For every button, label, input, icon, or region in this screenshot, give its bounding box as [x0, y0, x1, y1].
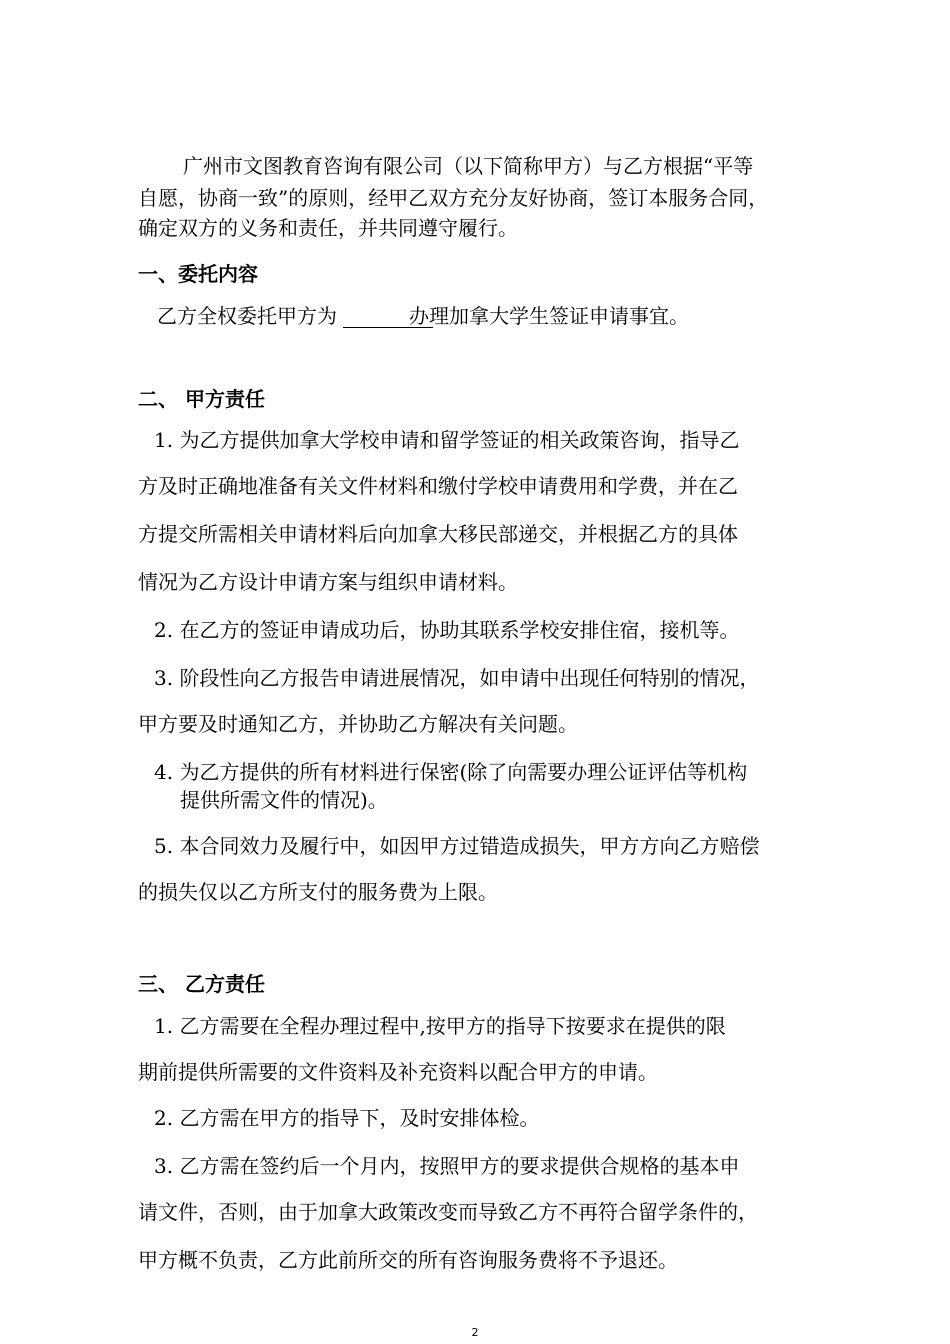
s3-item-2: 2. 乙方需在甲方的指导下，及时安排体检。 [154, 1106, 540, 1130]
s3-item-3-line-3: 甲方概不负责，乙方此前所交的所有咨询服务费将不予退还。 [138, 1248, 678, 1272]
section-1-text-after: 办理加拿大学生签证申请事宜。 [409, 304, 689, 328]
s2-item-3-line-2: 甲方要及时通知乙方，并协助乙方解决有关问题。 [138, 712, 578, 736]
s3-item-1-line-2: 期前提供所需要的文件资料及补充资料以配合甲方的申请。 [138, 1060, 658, 1084]
s2-item-4-line-1: 4. 为乙方提供的所有材料进行保密(除了向需要办理公证评估等机构 [154, 760, 748, 784]
s3-item-3-line-1: 3. 乙方需在签约后一个月内，按照甲方的要求提供合规格的基本申 [154, 1154, 740, 1178]
s2-item-4-line-2: 提供所需文件的情况)。 [180, 788, 388, 812]
s2-item-2: 2. 在乙方的签证申请成功后，协助其联系学校安排住宿，接机等。 [154, 618, 740, 642]
intro-line-3: 确定双方的义务和责任，并共同遵守履行。 [138, 216, 518, 240]
s2-item-3-line-1: 3. 阶段性向乙方报告申请进展情况，如申请中出现任何特别的情况， [154, 666, 760, 690]
s2-item-1-line-4: 情况为乙方设计申请方案与组织申请材料。 [138, 570, 518, 594]
section-1-text-before: 乙方全权委托甲方为 [157, 304, 337, 328]
s2-item-1-line-3: 方提交所需相关申请材料后向加拿大移民部递交，并根据乙方的具体 [138, 522, 738, 546]
s2-item-5-line-1: 5. 本合同效力及履行中，如因甲方过错造成损失，甲方方向乙方赔偿 [154, 834, 760, 858]
s2-item-1-line-2: 方及时正确地准备有关文件材料和缴付学校申请费用和学费，并在乙 [138, 474, 738, 498]
s2-item-5-line-2: 的损失仅以乙方所支付的服务费为上限。 [138, 880, 498, 904]
section-3-heading: 三、 乙方责任 [138, 972, 265, 996]
intro-line-1: 广州市文图教育咨询有限公司（以下简称甲方）与乙方根据“平等 [183, 154, 754, 178]
s3-item-3-line-2: 请文件，否则，由于加拿大政策改变而导致乙方不再符合留学条件的， [138, 1200, 758, 1224]
intro-line-2: 自愿，协商一致”的原则，经甲乙双方充分友好协商，签订本服务合同， [138, 186, 769, 210]
section-1-text [157, 304, 689, 328]
page-number: 2 [471, 1326, 479, 1339]
section-1-heading: 一、委托内容 [138, 262, 258, 286]
section-2-heading: 二、 甲方责任 [138, 387, 265, 411]
s3-item-1-line-1: 1. 乙方需要在全程办理过程中,按甲方的指导下按要求在提供的限 [154, 1014, 726, 1038]
s2-item-1-line-1: 1. 为乙方提供加拿大学校申请和留学签证的相关政策咨询，指导乙 [154, 428, 740, 452]
